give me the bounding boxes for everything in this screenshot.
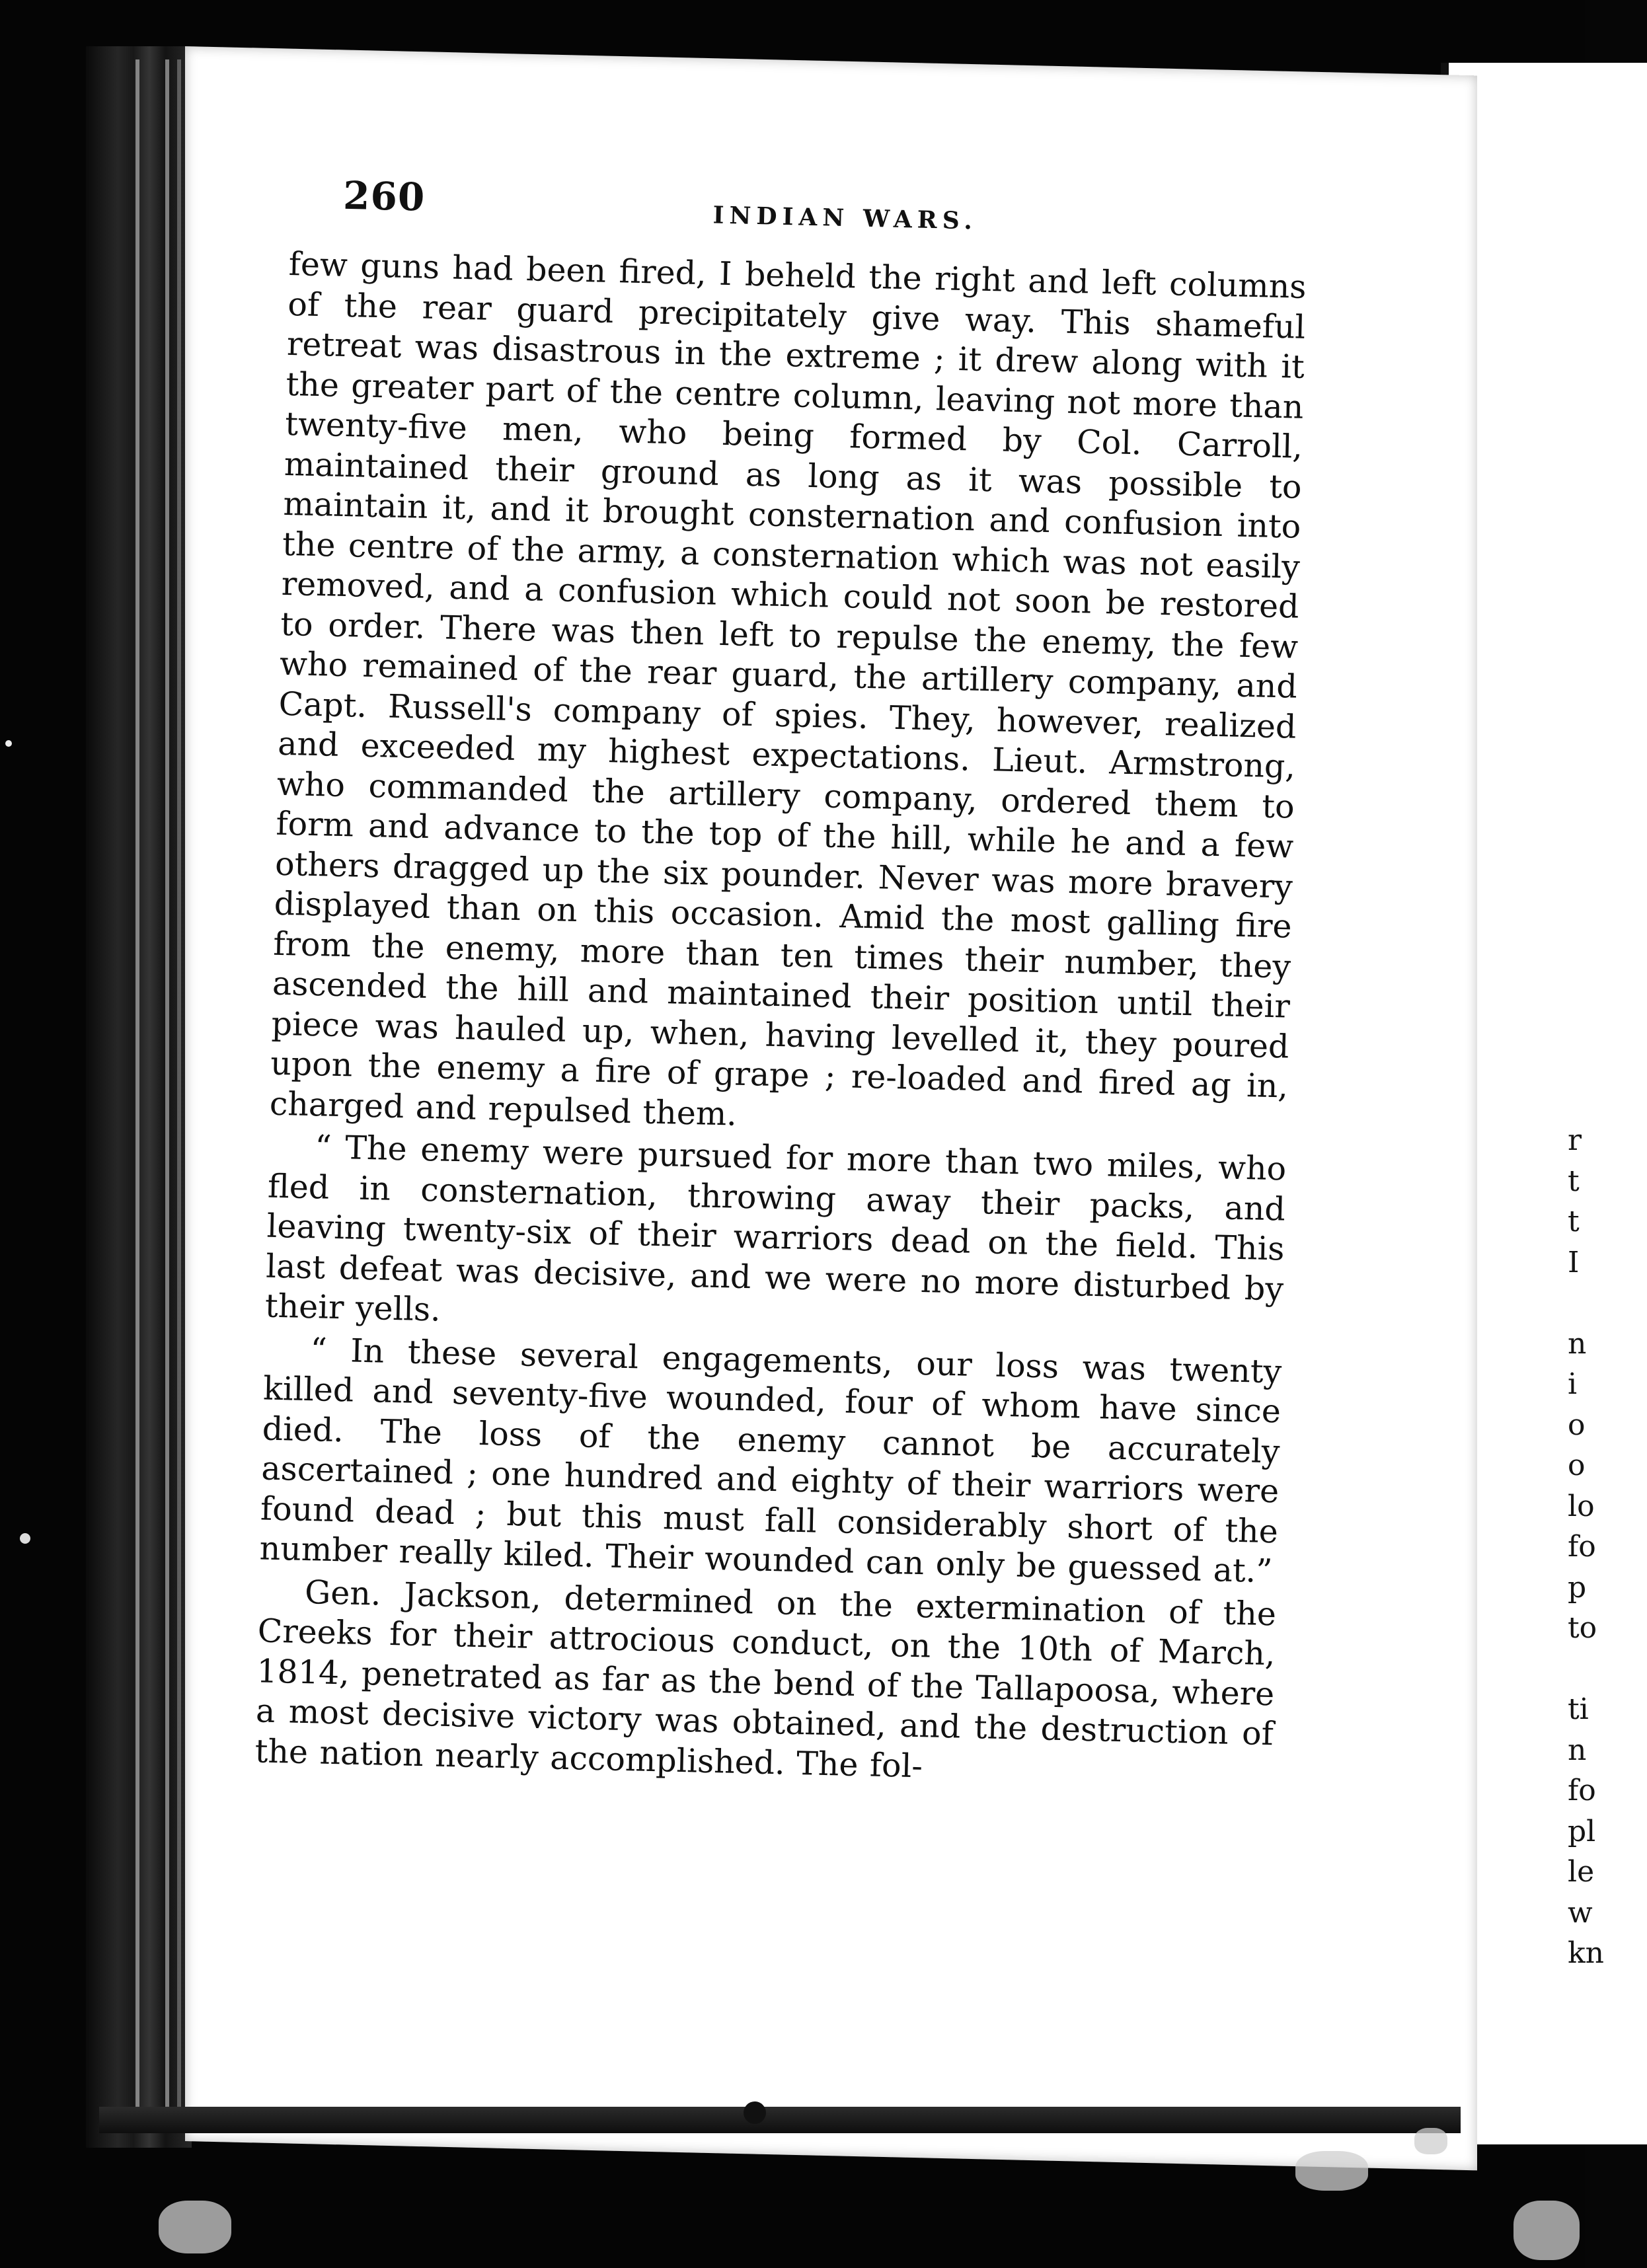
scan-noise: [1513, 2201, 1580, 2260]
facing-page-fragment: I: [1568, 1245, 1580, 1279]
binding-line: [177, 59, 181, 2121]
paragraph-jackson: Gen. Jackson, determined on the extermination of the Creeks for their attrocious conduct, on the 10th of March, 1814, penetrated as far as the bend of the Tallapoosa, where a most decisive victory was obtained, and the destruction of the nation nearly accomplished. The fol-: [254, 1573, 1277, 1785]
scan-noise: [1414, 2128, 1447, 2154]
scan-noise: [159, 2201, 231, 2253]
facing-page-fragment: t: [1568, 1205, 1580, 1238]
ink-speck: [20, 1533, 30, 1544]
scan-noise: [1295, 2151, 1368, 2191]
facing-page-fragment: n: [1568, 1326, 1587, 1361]
facing-page-fragment: pl: [1568, 1814, 1596, 1848]
paragraph-losses: “ In these several engagements, our loss was twenty killed and seventy-five wounded, four of whom have since died. The loss of the enemy cannot be accurately ascertained ; one hundred and eighty of their warriors were found dead ; but this must fall considerably short of the number really kiled. Their wounded can only be guessed at.”: [259, 1330, 1282, 1591]
page-bottom-edge: [99, 2107, 1461, 2133]
facing-page-fragment: ti: [1568, 1692, 1589, 1726]
paragraph-continuation: few guns had been fired, I beheld the right and left columns of the rear guard precipitately give way. This shameful retreat was disastrous in the extreme ; it drew along with it the greater part of the centre column, leaving not more than twenty-five men, who being formed by Col. Carroll, maintained their ground as long as it was possible to maintain it, and it brought consternation and confusion into the centre of the army, a consternation which was not easily removed, and a confusion which could not soon be restored to order. There was then left to repulse the enemy, the few who remained of the rear guard, the artillery company, and Capt. Russell's company of spies. They, however, realized and exceeded my highest expectations. Lieut. Armstrong, who commanded the artillery company, ordered them to form and advance to the top of the hill, while he and a few others dragged up the six pounder. Never was more bravery displayed than on this occasion. Amid the most galling fire from the enemy, more than ten times their number, they ascended the hill and maintained their position until their piece was hauled up, when, having levelled it, they poured upon the enemy a fire of grape ; re-loaded and fired ag in, charged and repulsed them.: [269, 245, 1307, 1133]
facing-page-fragment: i: [1568, 1367, 1578, 1401]
facing-page-fragment: to: [1568, 1611, 1597, 1645]
facing-page-fragment: lo: [1568, 1489, 1595, 1523]
paragraph-pursuit: “ The enemy were pursued for more than two miles, who fled in consternation, throwing away their packs, and leaving twenty-six of their warriors dead on the field. This last defeat was decisive, and we were no more disturbed by their yells.: [264, 1128, 1287, 1329]
facing-page-fragment: r: [1568, 1123, 1582, 1157]
binding-line: [135, 59, 139, 2121]
facing-page-fragment: fo: [1568, 1774, 1596, 1807]
binding-line: [165, 59, 169, 2121]
running-head: INDIAN WARS.: [712, 201, 978, 235]
page-number: 260: [342, 172, 426, 220]
facing-page-fragment: w: [1568, 1895, 1593, 1930]
facing-page-fragment: le: [1568, 1855, 1595, 1889]
ink-speck: [5, 740, 12, 747]
facing-page-fragment: fo: [1568, 1530, 1596, 1564]
ink-speck: [744, 2101, 766, 2124]
facing-page-fragment: o: [1568, 1408, 1586, 1442]
facing-page-fragment: t: [1568, 1164, 1580, 1198]
facing-page-fragment: o: [1568, 1449, 1586, 1482]
page-content: [254, 172, 1309, 1794]
facing-page-fragment: n: [1568, 1733, 1587, 1767]
facing-page-fragment: kn: [1568, 1936, 1604, 1970]
facing-page-fragment: p: [1568, 1570, 1587, 1605]
